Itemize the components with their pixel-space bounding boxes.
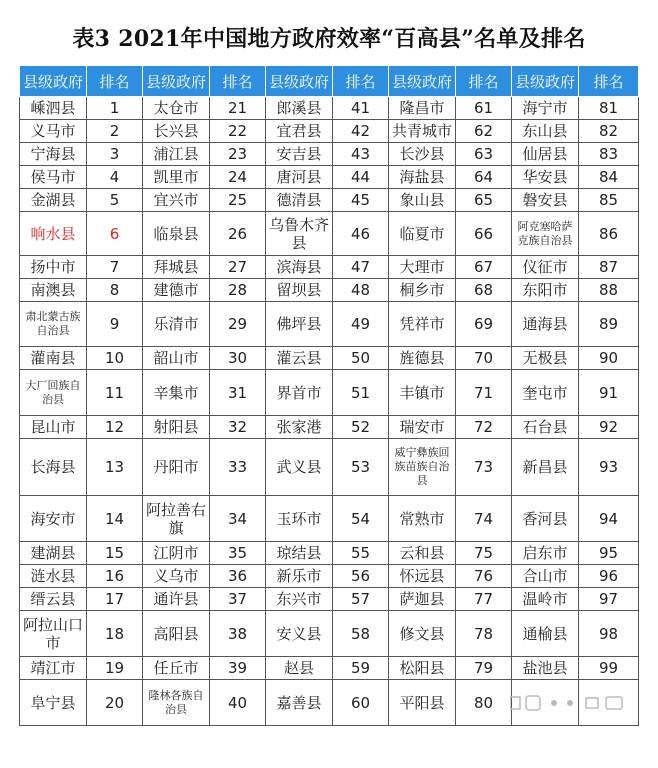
rank-cell: 60: [333, 680, 389, 726]
county-name-cell: 阿拉山口市: [20, 611, 87, 657]
county-name-cell: 任丘市: [143, 657, 210, 680]
rank-cell: 95: [579, 542, 639, 565]
county-name-cell: 石台县: [512, 416, 579, 439]
table-row: [20, 657, 639, 680]
county-name-cell: 宁海县: [20, 143, 87, 166]
rank-cell: 19: [87, 657, 143, 680]
county-name-cell: 东兴市: [266, 588, 333, 611]
county-name-cell: 长海县: [20, 439, 87, 496]
watermark-logo-icon: [510, 693, 626, 713]
table-row: [20, 542, 639, 565]
county-name-cell: 靖江市: [20, 657, 87, 680]
county-name-cell: 大理市: [389, 256, 456, 279]
rank-cell: 55: [333, 542, 389, 565]
rank-cell: 70: [456, 347, 512, 370]
county-name-cell: 义马市: [20, 120, 87, 143]
table-row: [20, 496, 639, 542]
county-name-cell: 仪征市: [512, 256, 579, 279]
rank-cell: 18: [87, 611, 143, 657]
rank-cell: 23: [210, 143, 266, 166]
county-name-cell: 桐乡市: [389, 279, 456, 302]
county-name-cell: 奎屯市: [512, 370, 579, 416]
rank-cell: 32: [210, 416, 266, 439]
county-name-cell: 阿克塞哈萨克族自治县: [512, 212, 579, 256]
rank-cell: 12: [87, 416, 143, 439]
rank-cell: 83: [579, 143, 639, 166]
county-name-cell: 香河县: [512, 496, 579, 542]
rank-cell: 73: [456, 439, 512, 496]
county-name-cell: 辛集市: [143, 370, 210, 416]
county-name-cell: 江阴市: [143, 542, 210, 565]
county-name-cell: 怀远县: [389, 565, 456, 588]
county-name-cell: 德清县: [266, 189, 333, 212]
county-name-cell: 长沙县: [389, 143, 456, 166]
rank-cell: 58: [333, 611, 389, 657]
rank-cell: 45: [333, 189, 389, 212]
rank-cell: 76: [456, 565, 512, 588]
county-name-cell: 象山县: [389, 189, 456, 212]
county-name-cell: 浦江县: [143, 143, 210, 166]
county-name-cell: 韶山市: [143, 347, 210, 370]
rank-cell: 48: [333, 279, 389, 302]
table-row: [20, 256, 639, 279]
header-rank: 排名: [333, 66, 389, 97]
rank-cell: 22: [210, 120, 266, 143]
county-name-cell: 阜宁县: [20, 680, 87, 726]
county-name-cell: 云和县: [389, 542, 456, 565]
county-name-cell: 嵊泗县: [20, 97, 87, 120]
rank-cell: 93: [579, 439, 639, 496]
table-row: [20, 347, 639, 370]
rank-cell: 86: [579, 212, 639, 256]
county-name-cell: 安义县: [266, 611, 333, 657]
header-county: 县级政府: [266, 66, 333, 97]
county-name-cell: 临夏市: [389, 212, 456, 256]
rank-cell: 26: [210, 212, 266, 256]
county-name-cell: 留坝县: [266, 279, 333, 302]
rank-cell: 59: [333, 657, 389, 680]
rank-cell: 4: [87, 166, 143, 189]
county-name-cell: 嘉善县: [266, 680, 333, 726]
rank-cell: 13: [87, 439, 143, 496]
county-name-cell: 响水县: [20, 212, 87, 256]
rank-cell: 51: [333, 370, 389, 416]
rank-cell: 78: [456, 611, 512, 657]
rank-cell: 15: [87, 542, 143, 565]
county-name-cell: 通海县: [512, 302, 579, 347]
county-name-cell: 太仓市: [143, 97, 210, 120]
rank-cell: 64: [456, 166, 512, 189]
rank-cell: 25: [210, 189, 266, 212]
rank-cell: 3: [87, 143, 143, 166]
county-name-cell: 华安县: [512, 166, 579, 189]
county-name-cell: 郎溪县: [266, 97, 333, 120]
rank-cell: 46: [333, 212, 389, 256]
header-county: 县级政府: [512, 66, 579, 97]
county-name-cell: 义乌市: [143, 565, 210, 588]
rank-cell: 90: [579, 347, 639, 370]
rank-cell: 84: [579, 166, 639, 189]
county-name-cell: 隆昌市: [389, 97, 456, 120]
rank-cell: 17: [87, 588, 143, 611]
rank-cell: 9: [87, 302, 143, 347]
county-name-cell: 赵县: [266, 657, 333, 680]
header-rank: 排名: [579, 66, 639, 97]
rank-cell: 94: [579, 496, 639, 542]
county-name-cell: 临泉县: [143, 212, 210, 256]
county-name-cell: 乌鲁木齐县: [266, 212, 333, 256]
county-name-cell: 唐河县: [266, 166, 333, 189]
county-name-cell: 无极县: [512, 347, 579, 370]
county-name-cell: 缙云县: [20, 588, 87, 611]
county-name-cell: 丰镇市: [389, 370, 456, 416]
rank-cell: 97: [579, 588, 639, 611]
county-name-cell: 海盐县: [389, 166, 456, 189]
county-name-cell: 滨海县: [266, 256, 333, 279]
rank-cell: 2: [87, 120, 143, 143]
county-name-cell: 温岭市: [512, 588, 579, 611]
county-name-cell: 建德市: [143, 279, 210, 302]
table-row: [20, 97, 639, 120]
rank-cell: 71: [456, 370, 512, 416]
rank-cell: 30: [210, 347, 266, 370]
header-rank: 排名: [456, 66, 512, 97]
county-name-cell: 琼结县: [266, 542, 333, 565]
county-name-cell: 长兴县: [143, 120, 210, 143]
header-row: [20, 66, 639, 97]
county-name-cell: 金湖县: [20, 189, 87, 212]
table-row: [20, 565, 639, 588]
rank-cell: 35: [210, 542, 266, 565]
rank-cell: 41: [333, 97, 389, 120]
rank-cell: 31: [210, 370, 266, 416]
rank-cell: 24: [210, 166, 266, 189]
rank-cell: 82: [579, 120, 639, 143]
county-name-cell: 凭祥市: [389, 302, 456, 347]
rank-cell: 37: [210, 588, 266, 611]
county-name-cell: 修文县: [389, 611, 456, 657]
rank-cell: 11: [87, 370, 143, 416]
rank-cell: 79: [456, 657, 512, 680]
rank-cell: 21: [210, 97, 266, 120]
county-name-cell: 安吉县: [266, 143, 333, 166]
watermark: [510, 693, 626, 713]
rank-cell: 75: [456, 542, 512, 565]
table-body: [20, 97, 639, 726]
rank-cell: 72: [456, 416, 512, 439]
county-name-cell: 肃北蒙古族自治县: [20, 302, 87, 347]
county-name-cell: 侯马市: [20, 166, 87, 189]
county-name-cell: 启东市: [512, 542, 579, 565]
rank-cell: 39: [210, 657, 266, 680]
county-name-cell: 武义县: [266, 439, 333, 496]
county-name-cell: 涟水县: [20, 565, 87, 588]
rank-cell: 98: [579, 611, 639, 657]
county-name-cell: 丹阳市: [143, 439, 210, 496]
county-name-cell: 新乐市: [266, 565, 333, 588]
county-name-cell: 大厂回族自治县: [20, 370, 87, 416]
table-row: [20, 370, 639, 416]
county-name-cell: 磐安县: [512, 189, 579, 212]
rank-cell: 87: [579, 256, 639, 279]
rank-cell: 34: [210, 496, 266, 542]
rank-cell: 68: [456, 279, 512, 302]
rank-cell: 7: [87, 256, 143, 279]
rank-cell: 62: [456, 120, 512, 143]
rank-cell: 74: [456, 496, 512, 542]
rank-cell: 49: [333, 302, 389, 347]
county-name-cell: 平阳县: [389, 680, 456, 726]
county-name-cell: 灌云县: [266, 347, 333, 370]
rank-cell: 14: [87, 496, 143, 542]
county-name-cell: 乐清市: [143, 302, 210, 347]
rank-cell: 61: [456, 97, 512, 120]
county-name-cell: 凯里市: [143, 166, 210, 189]
county-name-cell: 昆山市: [20, 416, 87, 439]
county-name-cell: 张家港: [266, 416, 333, 439]
rank-cell: 36: [210, 565, 266, 588]
rank-cell: 88: [579, 279, 639, 302]
county-name-cell: 界首市: [266, 370, 333, 416]
rank-cell: 96: [579, 565, 639, 588]
rank-cell: 44: [333, 166, 389, 189]
rank-cell: 57: [333, 588, 389, 611]
county-name-cell: 瑞安市: [389, 416, 456, 439]
rank-cell: 42: [333, 120, 389, 143]
rank-cell: 6: [87, 212, 143, 256]
rank-cell: 99: [579, 657, 639, 680]
county-name-cell: 东阳市: [512, 279, 579, 302]
table-row: [20, 279, 639, 302]
rank-cell: 85: [579, 189, 639, 212]
rank-cell: 53: [333, 439, 389, 496]
county-name-cell: 旌德县: [389, 347, 456, 370]
county-name-cell: 扬中市: [20, 256, 87, 279]
rank-cell: 38: [210, 611, 266, 657]
county-name-cell: 东山县: [512, 120, 579, 143]
rank-cell: 29: [210, 302, 266, 347]
county-name-cell: 佛坪县: [266, 302, 333, 347]
rank-cell: 16: [87, 565, 143, 588]
county-name-cell: 阿拉善右旗: [143, 496, 210, 542]
table-row: [20, 120, 639, 143]
rank-cell: 67: [456, 256, 512, 279]
table-row: [20, 416, 639, 439]
county-name-cell: 宜君县: [266, 120, 333, 143]
county-name-cell: 灌南县: [20, 347, 87, 370]
county-name-cell: 松阳县: [389, 657, 456, 680]
county-name-cell: 高阳县: [143, 611, 210, 657]
rank-cell: 28: [210, 279, 266, 302]
county-name-cell: 海宁市: [512, 97, 579, 120]
county-name-cell: 南澳县: [20, 279, 87, 302]
rank-cell: 77: [456, 588, 512, 611]
table-row: [20, 439, 639, 496]
rank-cell: 56: [333, 565, 389, 588]
county-name-cell: 萨迦县: [389, 588, 456, 611]
county-name-cell: 合山市: [512, 565, 579, 588]
header-county: 县级政府: [143, 66, 210, 97]
table-row: [20, 212, 639, 256]
rank-cell: 27: [210, 256, 266, 279]
rank-cell: 54: [333, 496, 389, 542]
table-row: [20, 189, 639, 212]
rank-cell: 1: [87, 97, 143, 120]
rank-cell: 69: [456, 302, 512, 347]
header-county: 县级政府: [389, 66, 456, 97]
rank-cell: 92: [579, 416, 639, 439]
rank-cell: 20: [87, 680, 143, 726]
rank-cell: 52: [333, 416, 389, 439]
header-rank: 排名: [210, 66, 266, 97]
county-name-cell: 宜兴市: [143, 189, 210, 212]
rank-cell: 50: [333, 347, 389, 370]
county-name-cell: 威宁彝族回族苗族自治县: [389, 439, 456, 496]
rank-cell: 40: [210, 680, 266, 726]
rank-cell: 5: [87, 189, 143, 212]
rank-cell: 66: [456, 212, 512, 256]
rank-cell: 65: [456, 189, 512, 212]
table-row: [20, 611, 639, 657]
county-name-cell: 共青城市: [389, 120, 456, 143]
table-title: 表3 2021年中国地方政府效率“百高县”名单及排名: [72, 26, 586, 52]
county-name-cell: 通许县: [143, 588, 210, 611]
rank-cell: 81: [579, 97, 639, 120]
county-name-cell: 射阳县: [143, 416, 210, 439]
table-row: [20, 588, 639, 611]
county-name-cell: 玉环市: [266, 496, 333, 542]
rank-cell: 80: [456, 680, 512, 726]
rank-cell: 63: [456, 143, 512, 166]
rank-cell: 33: [210, 439, 266, 496]
county-name-cell: 拜城县: [143, 256, 210, 279]
ranking-table: [19, 65, 639, 726]
rank-cell: 10: [87, 347, 143, 370]
county-name-cell: 海安市: [20, 496, 87, 542]
county-name-cell: 建湖县: [20, 542, 87, 565]
header-rank: 排名: [87, 66, 143, 97]
rank-cell: 91: [579, 370, 639, 416]
table-row: [20, 302, 639, 347]
rank-cell: 8: [87, 279, 143, 302]
county-name-cell: 隆林各族自治县: [143, 680, 210, 726]
rank-cell: 47: [333, 256, 389, 279]
rank-cell: 43: [333, 143, 389, 166]
county-name-cell: 新昌县: [512, 439, 579, 496]
county-name-cell: 通榆县: [512, 611, 579, 657]
table-row: [20, 143, 639, 166]
table-row: [20, 166, 639, 189]
county-name-cell: 常熟市: [389, 496, 456, 542]
header-county: 县级政府: [20, 66, 87, 97]
county-name-cell: 仙居县: [512, 143, 579, 166]
county-name-cell: 盐池县: [512, 657, 579, 680]
rank-cell: 89: [579, 302, 639, 347]
